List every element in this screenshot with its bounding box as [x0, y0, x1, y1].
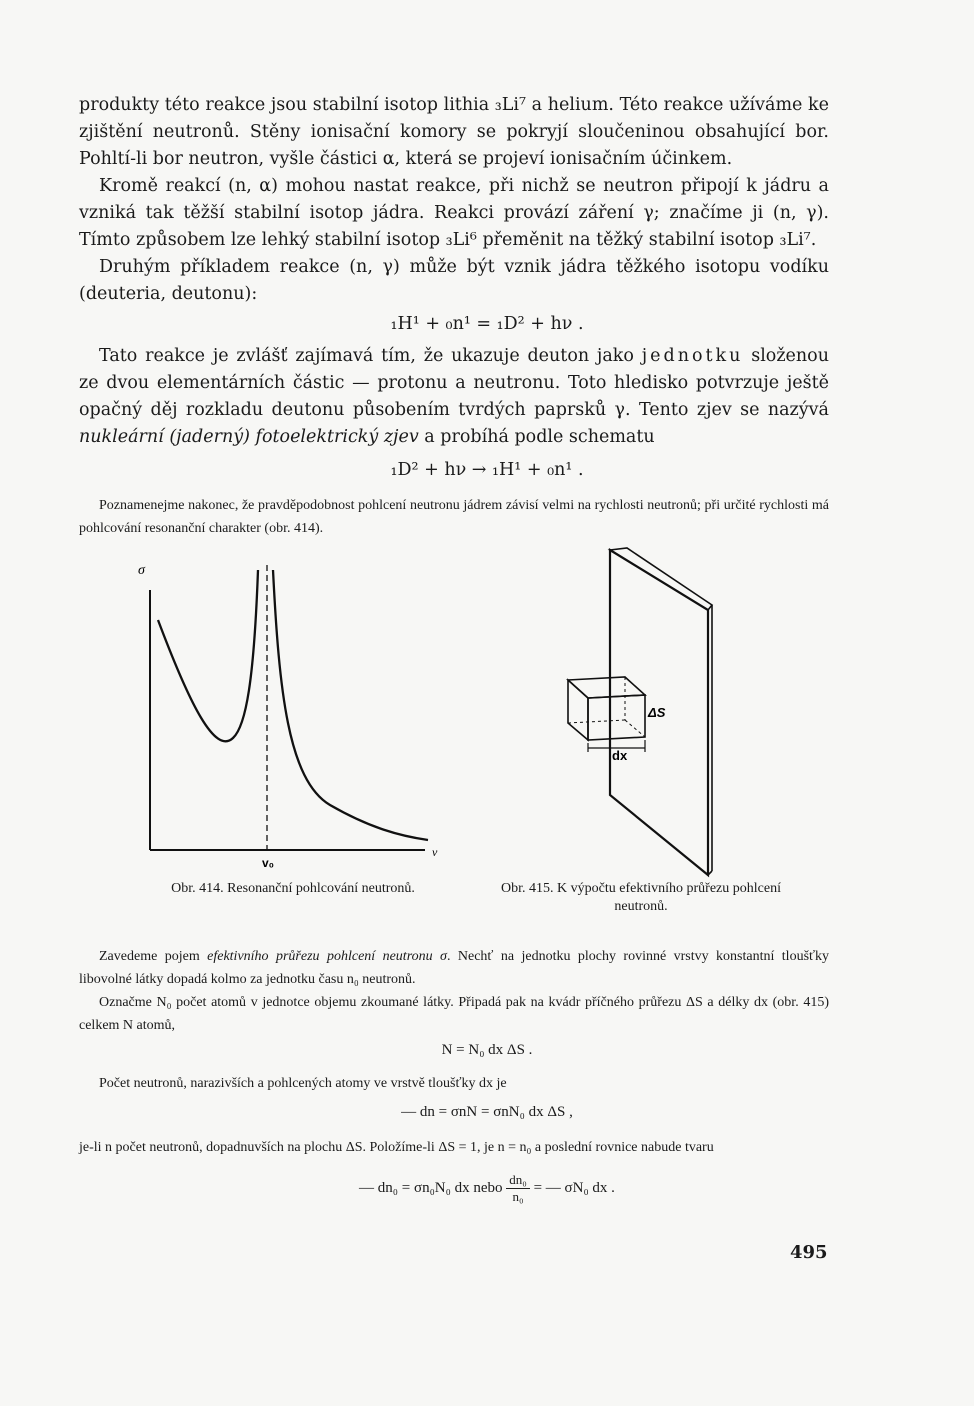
equation-differential-right: = — σN₀ dx . — [533, 1179, 615, 1196]
equation-photodisintegration: ₁D² + hν → ₁H¹ + ₀n¹ . — [390, 460, 584, 480]
figure-415-caption: Obr. 415. K výpočtu efektivního průřezu pohlcení neutronů. — [501, 881, 781, 914]
equation-deuteron-formation: ₁H¹ + ₀n¹ = ₁D² + hν . — [390, 314, 584, 334]
paragraph-1: produkty této reakce jsou stabilní isotop lithia ₃Li⁷ a helium. Této reakce užíváme ke zjištění neutronů. Stěny ionisační komory se pokryjí sloučeninou obsahující bor. Pohltí-li bor neutron, vyšle částici α, která se projeví ionisačním účinkem. — [79, 95, 829, 169]
y-axis-label: σ — [138, 563, 145, 578]
equation-absorbed-neutrons: — dn = σnN = σnN₀ dx ΔS , — [401, 1104, 573, 1120]
small-paragraph-2-text-a: Zavedeme pojem — [99, 949, 208, 964]
small-paragraph-2-text-b: . Nechť na jednotku plochy rovinné vrstvy konstantní tloušťky libovolné látky dopadá kolmo za jednotku času n₀ neutronů. — [79, 949, 829, 987]
x-axis-label: v — [432, 845, 438, 859]
small-paragraph-4: Počet neutronů, narazivších a pohlcených atomy ve vrstvě tloušťky dx je — [99, 1076, 507, 1091]
cuboid-hidden-edge-2 — [568, 720, 625, 723]
figure-414-resonance-graph — [130, 560, 450, 870]
small-paragraph-3: Označme N₀ počet atomů v jednotce objemu zkoumané látky. Připadá pak na kvádr příčného průřezu ΔS a délky dx (obr. 415) celkem N atomů, — [79, 995, 829, 1033]
paragraph-4-spaced: jednotku — [641, 346, 744, 366]
paragraph-3: Druhým příkladem reakce (n, γ) může být vznik jádra těžkého isotopu vodíku (deuteria, deutonu): — [79, 257, 829, 304]
fraction-dn0-over-n0 — [506, 1172, 530, 1205]
small-paragraph-2-italic: efektivního průřezu pohlcení neutronu σ — [207, 949, 447, 964]
paragraph-2: Kromě reakcí (n, α) mohou nastat reakce, při nichž se neutron připojí k jádru a vzniká tak těžší stabilní isotop jádra. Reakci provází záření γ; značíme ji (n, γ). Tímto způsobem lze lehký stabilní isotop ₃Li⁶ přeměnit na těžký stabilní isotop ₃Li⁷. — [79, 176, 829, 250]
equation-differential-left: — dn₀ = σn₀N₀ dx nebo — [359, 1179, 503, 1196]
cuboid-left — [568, 680, 588, 740]
page-number: 495 — [790, 1242, 828, 1263]
paragraph-4 — [79, 343, 829, 451]
cuboid-hidden-edge-3 — [625, 720, 645, 737]
paragraph-4-italic: nukleární (jaderný) fotoelektrický zjev — [79, 427, 419, 447]
layer-top-edge — [610, 548, 712, 610]
absorption-curve-right — [273, 570, 428, 840]
delta-s-label: ΔS — [648, 705, 666, 720]
resonance-marker-label: v₀ — [262, 856, 275, 870]
paragraph-4-text-c: a probíhá podle schematu — [418, 427, 655, 447]
equation-atom-count: N = N₀ dx ΔS . — [441, 1042, 533, 1058]
dx-label: dx — [612, 748, 628, 763]
fraction-denominator: n₀ — [512, 1189, 524, 1204]
figure-414-caption: Obr. 414. Resonanční pohlcování neutronů. — [171, 881, 415, 896]
equation-differential — [0, 1172, 974, 1205]
paragraph-4-text-a: Tato reakce je zvlášť zajímavá tím, že ukazuje deuton jako — [99, 346, 642, 366]
small-paragraph-2 — [79, 945, 829, 991]
absorption-curve-left — [158, 570, 258, 741]
fraction-numerator: dn₀ — [506, 1172, 530, 1189]
small-paragraph-5: je-li n počet neutronů, dopadnuvších na plochu ΔS. Položíme-li ΔS = 1, je n = n₀ a poslední rovnice nabude tvaru — [79, 1140, 714, 1155]
cuboid-front — [588, 695, 645, 740]
small-paragraph-1: Poznamenejme nakonec, že pravděpodobnost pohlcení neutronu jádrem závisí velmi na rychlosti neutronů; při určité rychlosti má pohlcování resonanční charakter (obr. 414). — [79, 498, 829, 536]
paragraph-4-text-b: složenou ze dvou elementárních částic — protonu a neutronu. Toto hledisko potvrzuje ještě opačný děj rozkladu deutonu působením tvrdých paprsků γ. Tento zjev se nazývá — [79, 346, 829, 420]
figure-415-layer-diagram — [560, 545, 740, 885]
